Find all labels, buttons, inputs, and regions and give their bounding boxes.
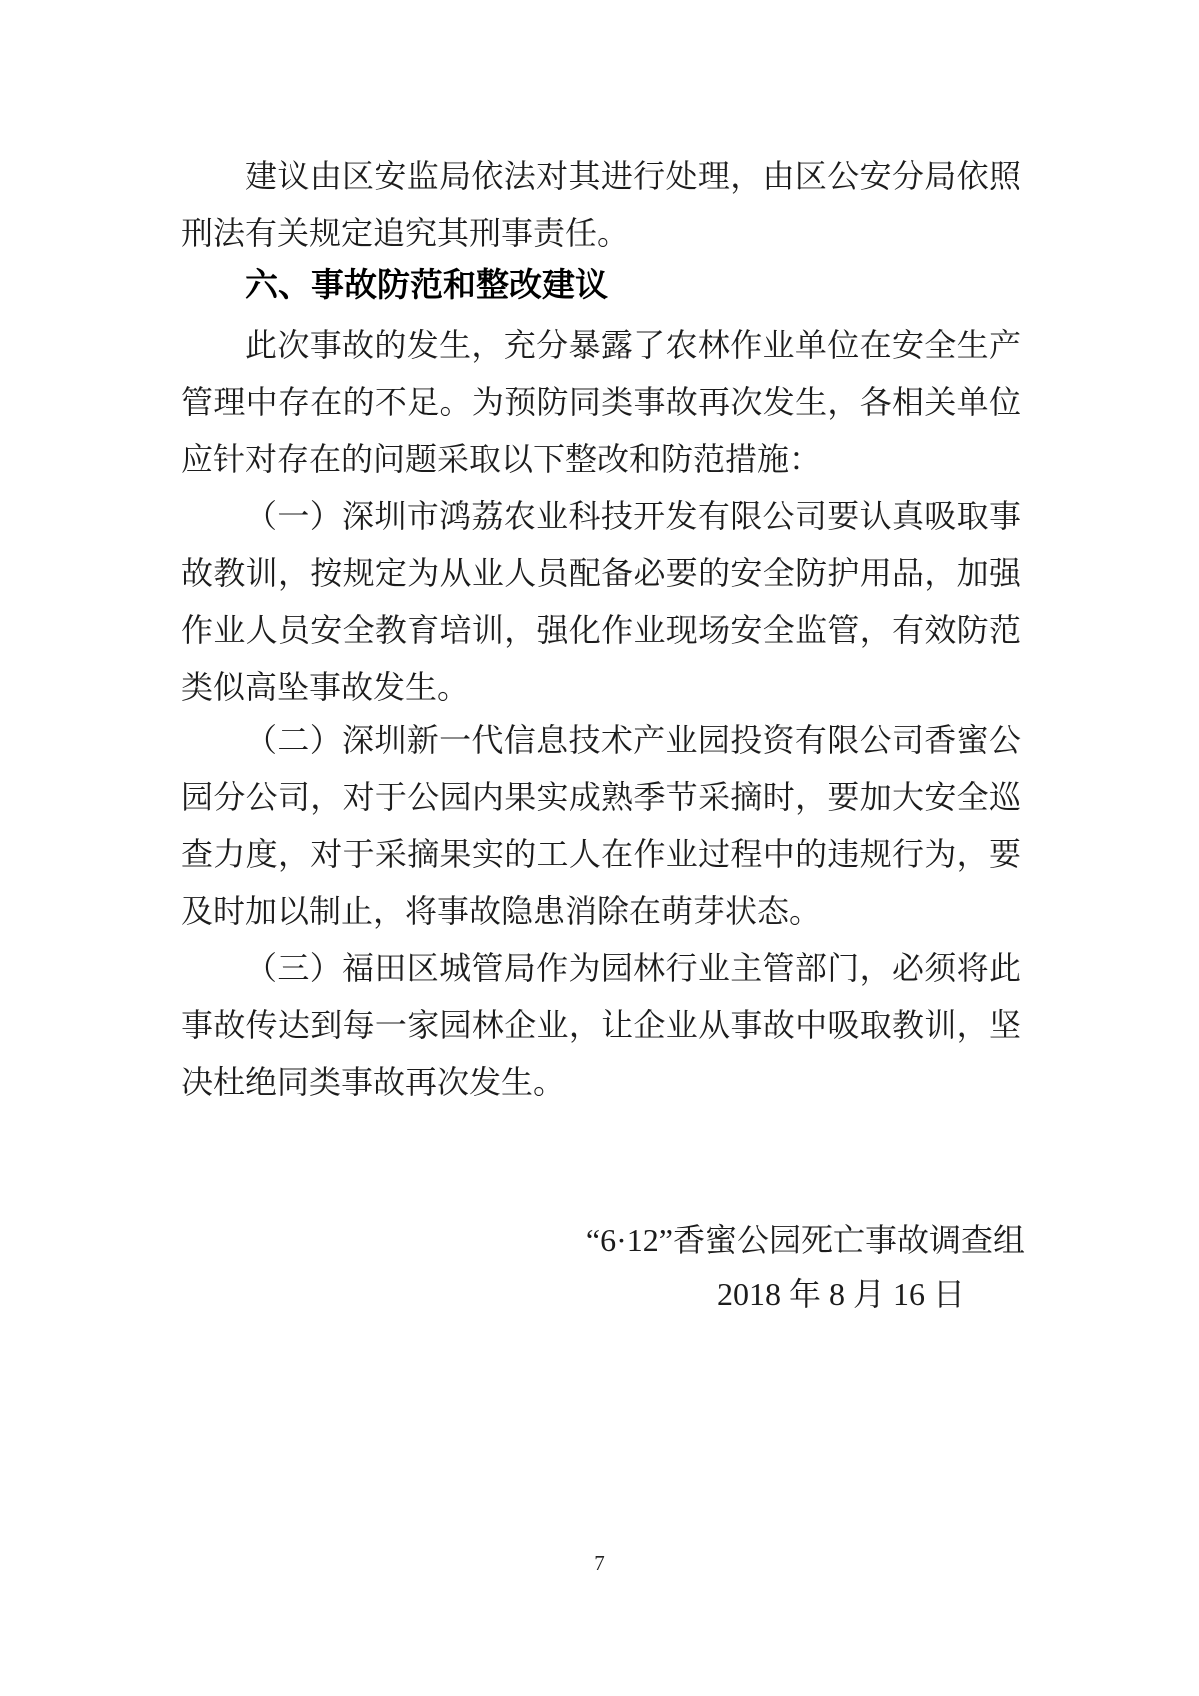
paragraph-overview: 此次事故的发生，充分暴露了农林作业单位在安全生产管理中存在的不足。为预防同类事故再次发生，各相关单位应针对存在的问题采取以下整改和防范措施：: [181, 327, 1021, 477]
page-number: 7: [594, 1551, 605, 1575]
recommendation-item-1: （一）深圳市鸿荔农业科技开发有限公司要认真吸取事故教训，按规定为从业人员配备必要的安全防护用品，加强作业人员安全教育培训，强化作业现场安全监管，有效防范类似高坠事故发生。: [181, 498, 1021, 705]
signature-date: 2018 年 8 月 16 日: [716, 1276, 965, 1312]
recommendation-item-2: （二）深圳新一代信息技术产业园投资有限公司香蜜公园分公司，对于公园内果实成熟季节采摘时，要加大安全巡查力度，对于采摘果实的工人在作业过程中的违规行为，要及时加以制止，将事故隐患消除在萌芽状态。: [181, 722, 1021, 929]
paragraph-penalty-recommendation: 建议由区安监局依法对其进行处理，由区公安分局依照刑法有关规定追究其刑事责任。: [181, 158, 1021, 251]
signature-organization: “6·12”香蜜公园死亡事故调查组: [585, 1222, 1025, 1258]
recommendation-item-3: （三）福田区城管局作为园林行业主管部门，必须将此事故传达到每一家园林企业，让企业从事故中吸取教训，坚决杜绝同类事故再次发生。: [181, 950, 1021, 1100]
section-heading: 六、事故防范和整改建议: [245, 266, 608, 303]
signature-block: [586, 1213, 1025, 1321]
